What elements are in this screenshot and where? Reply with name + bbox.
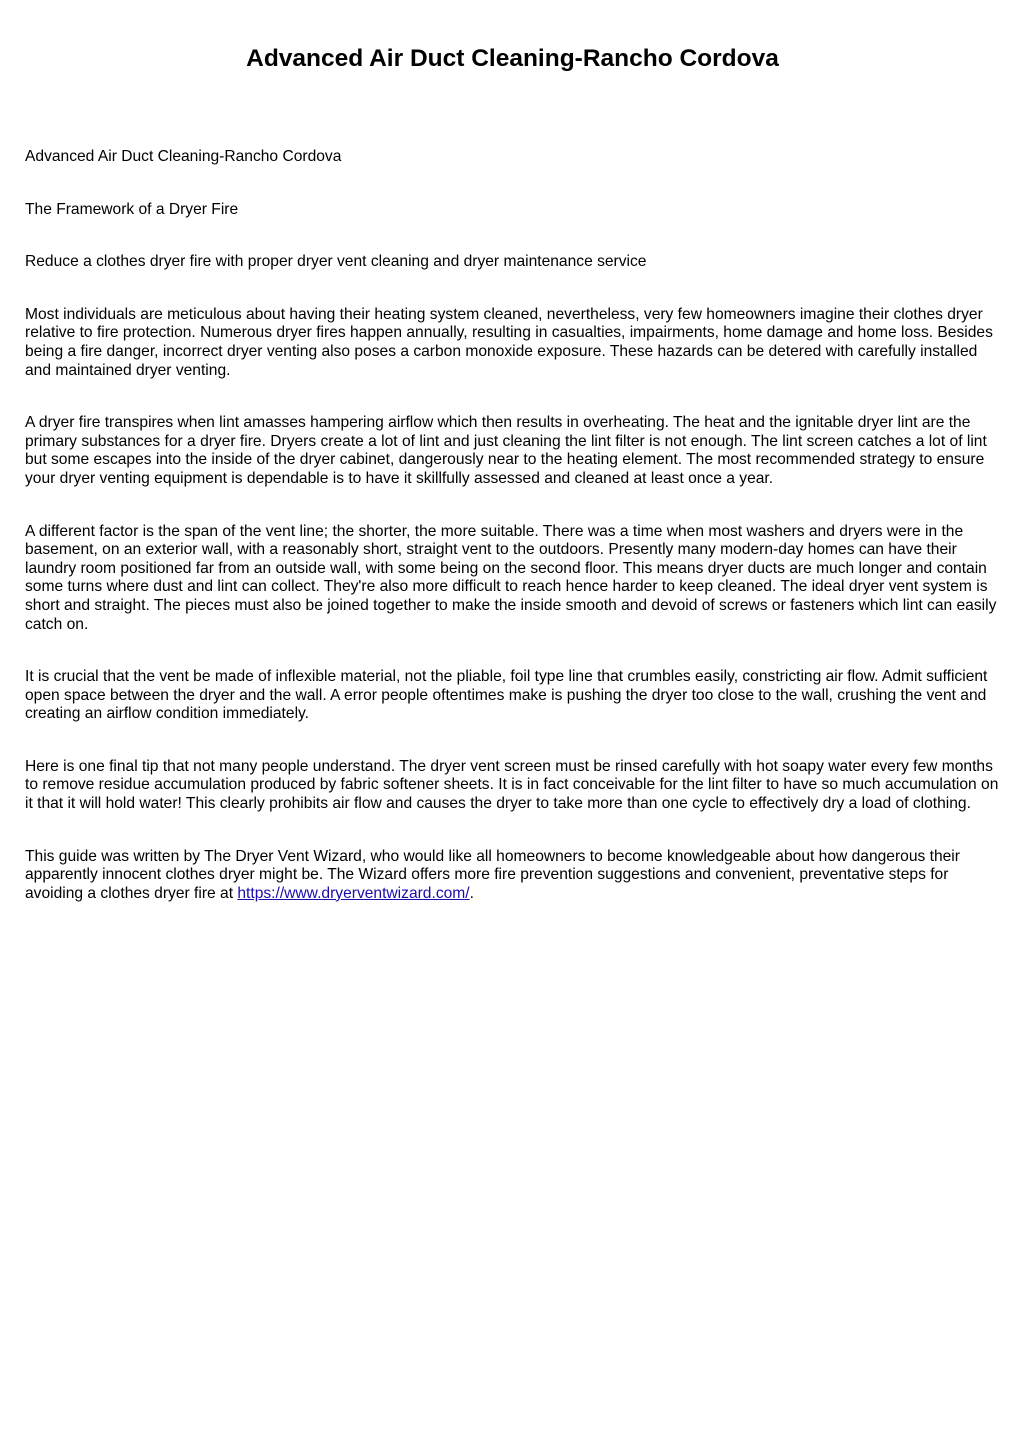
body-paragraph: A different factor is the span of the vent line; the shorter, the more suitable. There was a time when most washers and dryers were in the basement, on an exterior wall, with a reasonably short, straight vent to the outdoors. Presently many modern-day homes can have their laundry room positioned far from an outside wall, with some being on the second floor. This means dryer ducts are much longer and contain some turns where dust and lint can collect. They're also more difficult to reach hence harder to keep cleaned. The ideal dryer vent system is short and straight. The pieces must also be joined together to make the inside smooth and devoid of screws or fasteners which lint can easily catch on. [25, 522, 997, 633]
closing-paragraph [25, 848, 1000, 904]
article-subtitle: The Framework of a Dryer Fire [25, 200, 239, 218]
body-paragraph: A dryer fire transpires when lint amasses hampering airflow which then results in overheating. The heat and the ignitable dryer lint are the primary substances for a dryer fire. Dryers create a lot of lint and just cleaning the lint filter is not enough. The lint screen catches a lot of lint but some escapes into the inside of the dryer cabinet, dangerously near to the heating element. The most recommended strategy to ensure your dryer venting equipment is dependable is to have it skillfully assessed and cleaned at least once a year. [25, 414, 987, 487]
article-tagline: Reduce a clothes dryer fire with proper dryer vent cleaning and dryer maintenance service [25, 253, 647, 271]
closing-text: This guide was written by The Dryer Vent Wizard, who would like all homeowners to become knowledgeable about how dangerous their apparently innocent clothes dryer might be. The Wizard offers more fire prevention suggestions and convenient, preventative steps for avoiding a clothes dryer fire at [25, 847, 960, 902]
body-paragraph: It is crucial that the vent be made of inflexible material, not the pliable, foil type line that crumbles easily, constricting air flow. Admit sufficient open space between the dryer and the wall. A error people oftentimes make is pushing the dryer too close to the wall, crushing the vent and creating an airflow condition immediately. [25, 668, 988, 723]
dryer-vent-wizard-link[interactable]: https://www.dryerventwizard.com/ [237, 884, 470, 902]
closing-suffix: . [469, 884, 474, 902]
page-title: Advanced Air Duct Cleaning-Rancho Cordova [246, 45, 779, 72]
site-name: Advanced Air Duct Cleaning-Rancho Cordova [25, 148, 342, 165]
body-paragraph: Most individuals are meticulous about having their heating system cleaned, nevertheless, very few homeowners imagine their clothes dryer relative to fire protection. Numerous dryer fires happen annually, resulting in casualties, impairments, home damage and home loss. Besides being a fire danger, incorrect dryer venting also poses a carbon monoxide exposure. These hazards can be detered with carefully installed and maintained dryer venting. [25, 305, 993, 379]
body-paragraph: Here is one final tip that not many people understand. The dryer vent screen must be rinsed carefully with hot soapy water every few months to remove residue accumulation produced by fabric softener sheets. It is in fact conceivable for the lint filter to have so much accumulation on it that it will hold water! This clearly prohibits air flow and causes the dryer to take more than one cycle to effectively dry a load of clothing. [25, 757, 999, 813]
